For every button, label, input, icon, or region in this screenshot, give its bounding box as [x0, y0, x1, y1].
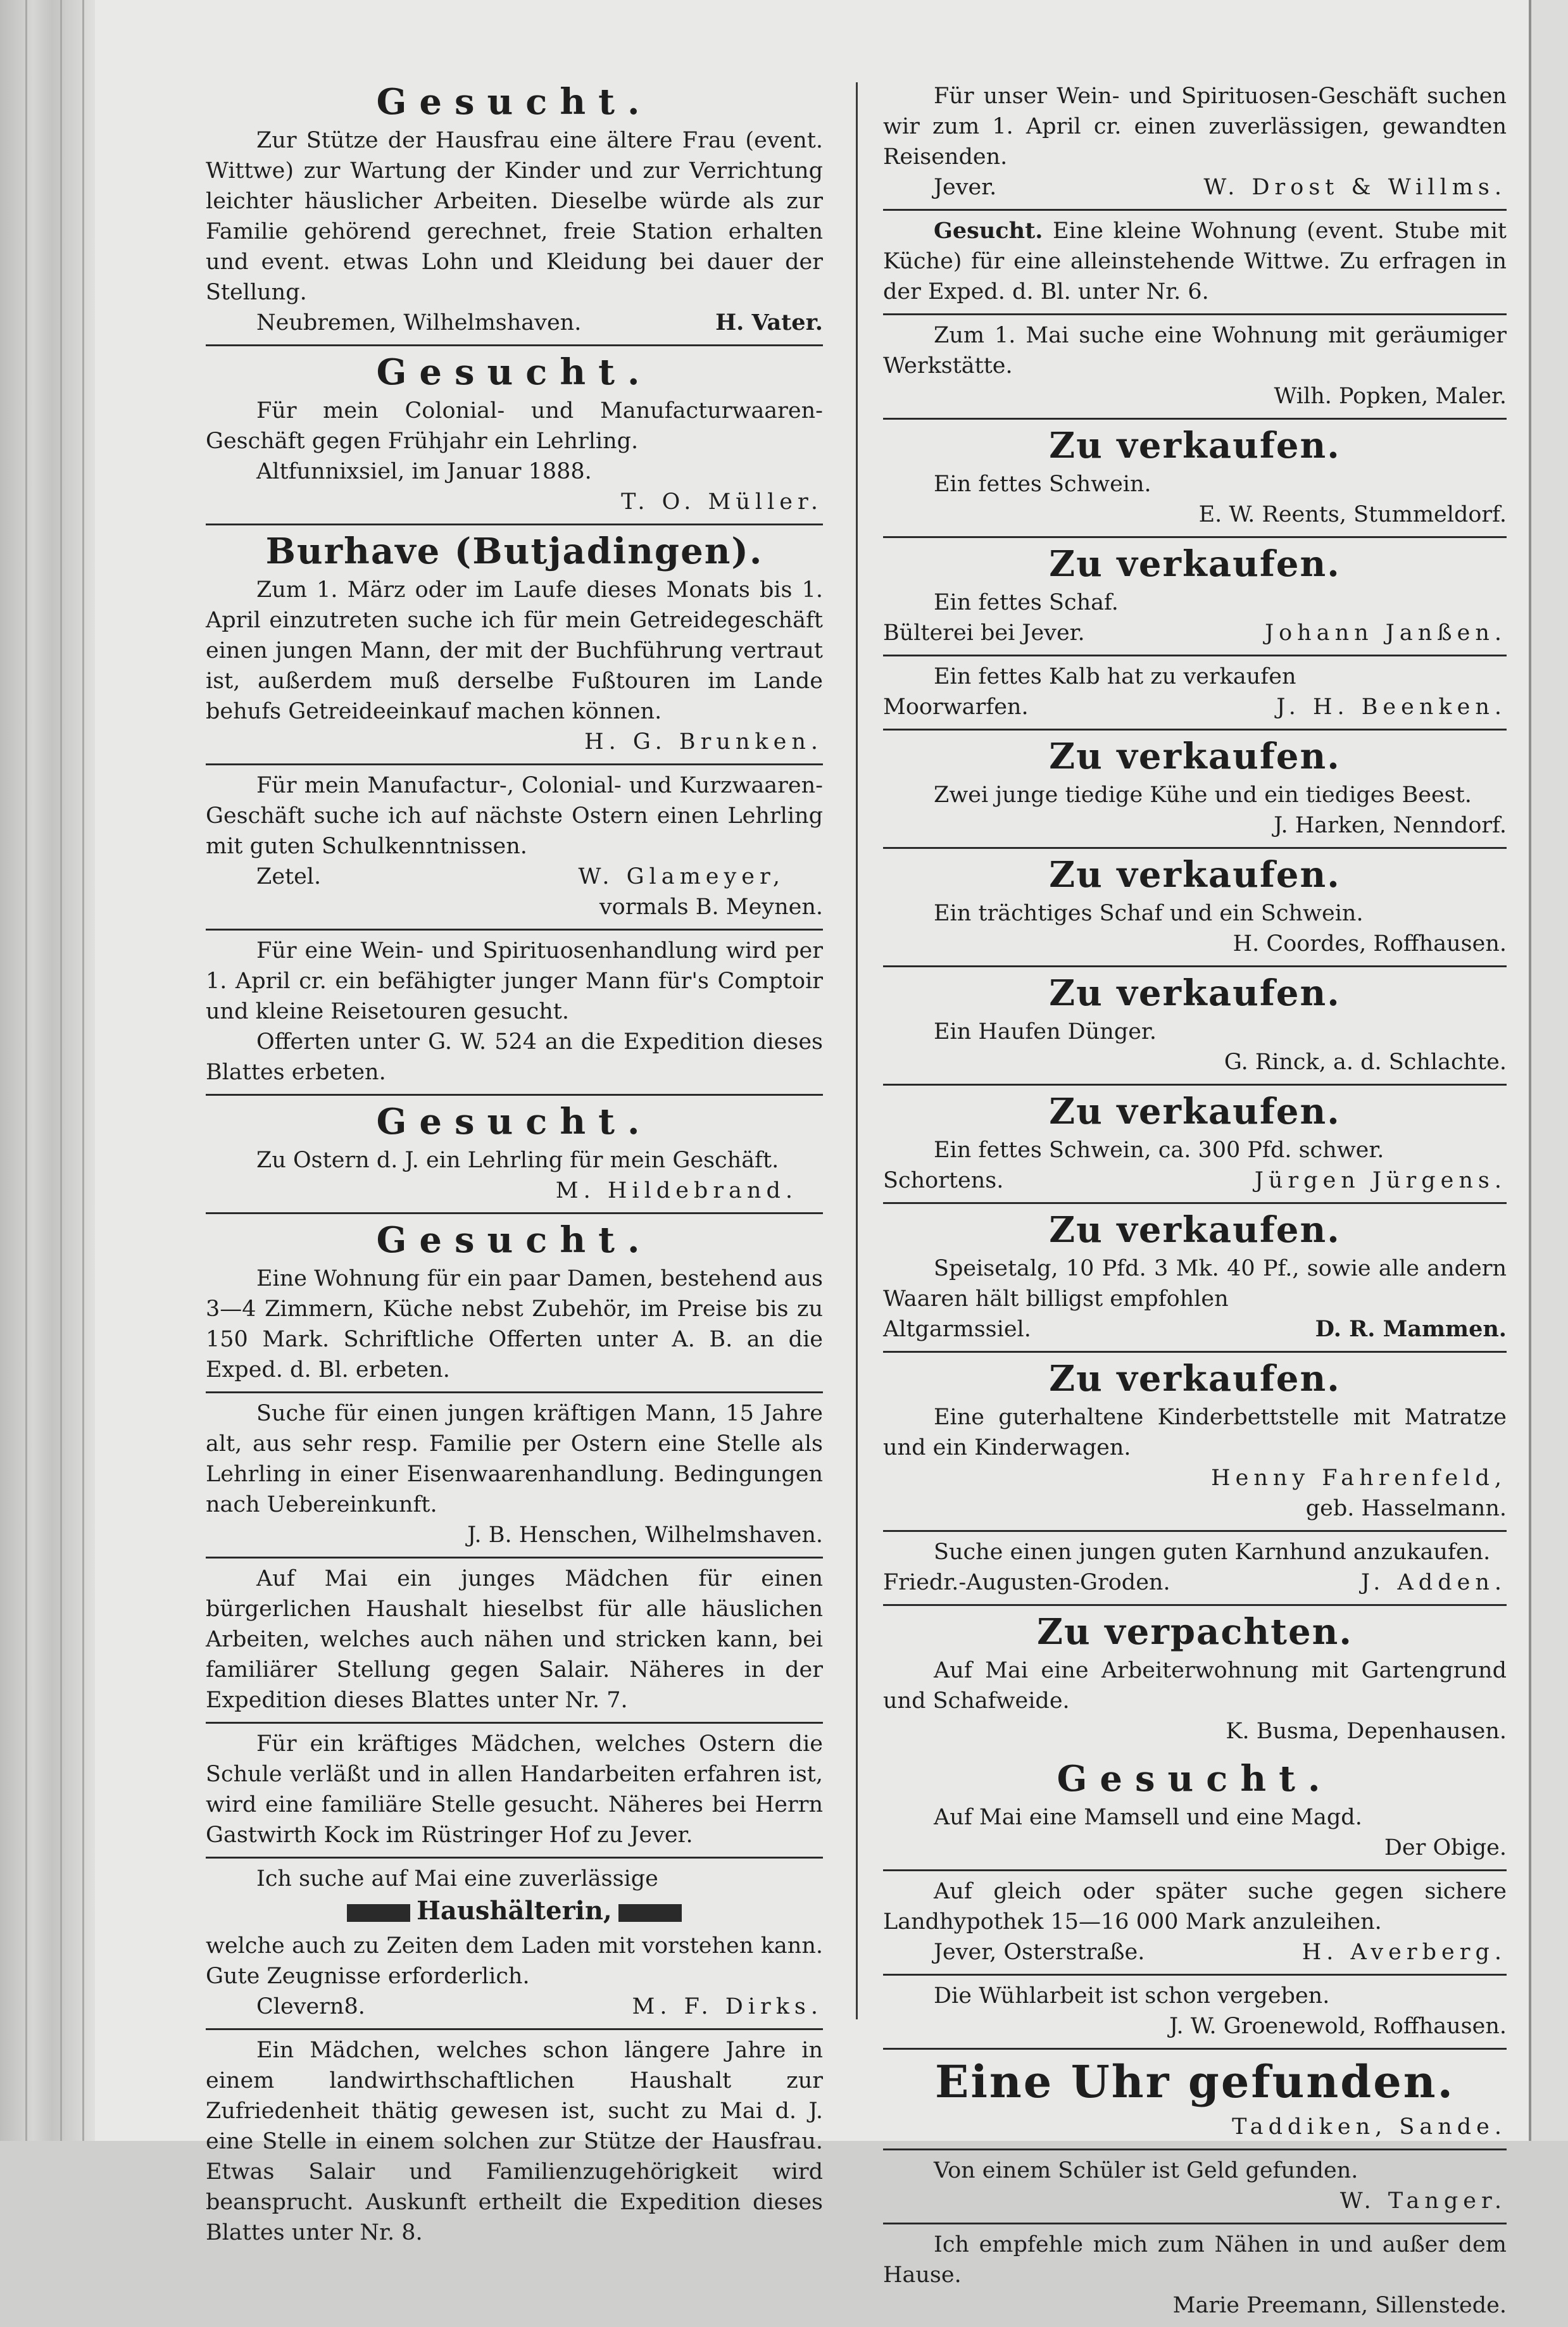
ad-heading: Zu verkaufen. [1049, 543, 1341, 585]
ad-signature [206, 1991, 823, 2022]
ad-text: Die Wühlarbeit ist schon vergeben. [934, 1983, 1330, 2009]
ad-manufactur [206, 765, 823, 931]
ad-advertiser: J. W. Groenewold, Roffhausen. [1169, 2014, 1507, 2039]
ad-advertiser: K. Busma, Depenhausen. [1226, 1719, 1507, 1744]
ad-signature [883, 2011, 1507, 2042]
ad-kraeftiges-maedchen [206, 1724, 823, 1859]
ad-wuehlarbeit [883, 1976, 1507, 2050]
ad-burhave [206, 525, 823, 765]
ad-text: Ein Haufen Dünger. [934, 1019, 1157, 1044]
page-edge-line [1529, 0, 1531, 2141]
ad-signature [883, 499, 1507, 530]
ad-advertiser-maiden: geb. Hasselmann. [1305, 1496, 1507, 1521]
ad-text: Eine guterhaltene Kinderbettstelle mit Matratze und ein Kinderwagen. [883, 1405, 1507, 1460]
ad-weinhandlung [206, 931, 823, 1096]
right-column [883, 76, 1507, 2327]
ad-verpachten [883, 1606, 1507, 1753]
ad-signature [206, 308, 823, 338]
ad-signature [883, 2186, 1507, 2216]
ad-text: Eine kleine Wohnung (event. Stube mit Küche) für eine alleinstehende Wittwe. Zu erfragen in der Exped. d. Bl. unter Nr. 6. [883, 218, 1507, 304]
ad-verkaufen-schaf [883, 538, 1507, 656]
ad-verkaufen-300pfd [883, 1086, 1507, 1204]
ad-landhypothek [883, 1871, 1507, 1976]
ad-verkaufen-traechtig [883, 849, 1507, 967]
ad-advertiser: J. Harken, Nenndorf. [1274, 813, 1507, 838]
ad-text: Von einem Schüler ist Geld gefunden. [934, 2158, 1358, 2183]
ad-text: Ein fettes Schwein, ca. 300 Pfd. schwer. [934, 1138, 1384, 1163]
ad-heading: Zu verkaufen. [1049, 1209, 1341, 1251]
ad-gesucht-lehrling [206, 346, 823, 525]
ad-eisenwaaren [206, 1393, 823, 1559]
ad-lead: Gesucht. [934, 218, 1043, 244]
ad-text: Zwei junge tiedige Kühe und ein tiediges Beest. [934, 782, 1472, 808]
ad-signature [206, 487, 823, 517]
column-divider [856, 82, 858, 2019]
ad-highlight [206, 1894, 823, 1928]
ad-text: Ein fettes Schwein. [934, 472, 1151, 497]
ad-signature [883, 1716, 1507, 1747]
ad-signature [883, 618, 1507, 648]
ad-text: Zur Stütze der Hausfrau eine ältere Frau (event. Wittwe) zur Wartung der Kinder und zur Verrichtung leichter häuslicher Arbeiten. Dieselbe würde als zur Familie gehörend gerechnet, freie Station erhalten und event. etwas Lohn und Kleidung bei dauer der Stellung. [206, 128, 823, 305]
ad-signature [206, 727, 823, 757]
ad-signature [883, 172, 1507, 203]
ad-place: Bülterei bei Jever. [883, 620, 1085, 646]
ad-advertiser: M. F. Dirks. [632, 1994, 823, 2019]
ad-heading: Gesucht. [376, 351, 653, 393]
ad-signature [883, 1047, 1507, 1077]
ad-place: Schortens. [883, 1168, 1004, 1193]
ad-place: Neubremen, Wilhelmshaven. [256, 310, 582, 336]
ad-place: Altgarmssiel. [883, 1317, 1031, 1342]
spine-line [82, 0, 84, 2141]
ad-advertiser: Wilh. Popken, Maler. [1274, 384, 1507, 409]
ad-verkaufen-duenger [883, 967, 1507, 1086]
ad-signature [206, 862, 823, 892]
ad-text-offer: Offerten unter G. W. 524 an die Expedition dieses Blattes erbeten. [206, 1029, 823, 1085]
ad-text: Auf Mai ein junges Mädchen für einen bürgerlichen Haushalt hieselbst für alle häuslichen Arbeiten, welches auch nähen und stricken kann, bei familiärer Stellung gegen Salair. Näheres in der Expedition dieses Blattes unter Nr. 7. [206, 1566, 823, 1713]
ornament-hand-icon [347, 1904, 410, 1922]
left-column [206, 76, 823, 2254]
ad-advertiser: H. G. Brunken. [584, 729, 823, 755]
ad-text: Ein trächtiges Schaf und ein Schwein. [934, 901, 1364, 926]
ad-advertiser: Jürgen Jürgens. [1254, 1168, 1507, 1193]
ad-highlight-word: Haushälterin, [417, 1896, 612, 1926]
ad-verkaufen-kinderbett [883, 1353, 1507, 1532]
ad-heading: Gesucht. [376, 1219, 653, 1261]
ad-advertiser: Henny Fahrenfeld, [1211, 1465, 1507, 1491]
ad-text: Ich suche auf Mai eine zuverlässige [256, 1866, 658, 1891]
ad-signature [883, 2290, 1507, 2321]
ad-heading: Zu verkaufen. [1049, 425, 1341, 467]
ad-heading: Zu verkaufen. [1049, 1091, 1341, 1132]
ad-advertiser: Taddiken, Sande. [1232, 2114, 1507, 2140]
ad-text: Für eine Wein- und Spirituosenhandlung wird per 1. April cr. ein befähigter junger Mann für's Comptoir und kleine Reisetouren gesucht. [206, 938, 823, 1024]
ad-heading: Gesucht. [376, 81, 653, 123]
ad-place: Moorwarfen. [883, 694, 1029, 720]
ad-text: Für unser Wein- und Spirituosen-Geschäft suchen wir zum 1. April cr. einen zuverlässigen, gewandten Reisenden. [883, 84, 1507, 170]
ad-uhr-gefunden [883, 2050, 1507, 2150]
ad-advertiser-former: vormals B. Meynen. [599, 894, 823, 920]
ad-text: Auf Mai eine Arbeiterwohnung mit Gartengrund und Schafweide. [883, 1658, 1507, 1714]
ad-advertiser: H. Averberg. [1301, 1940, 1507, 1965]
ad-kleine-wohnung [883, 211, 1507, 315]
ad-signature [883, 929, 1507, 959]
ad-advertiser: D. R. Mammen. [1315, 1316, 1507, 1342]
ad-advertiser: Der Obige. [1384, 1835, 1507, 1860]
ad-advertiser: G. Rinck, a. d. Schlachte. [1224, 1050, 1507, 1075]
ad-heading: Gesucht. [376, 1101, 653, 1143]
book-spine [0, 0, 95, 2141]
ad-signature [883, 692, 1507, 722]
ad-text: Speisetalg, 10 Pfd. 3 Mk. 40 Pf., sowie alle andern Waaren hält billigst empfohlen [883, 1256, 1507, 1312]
ad-text: Für ein kräftiges Mädchen, welches Ostern die Schule verläßt und in allen Handarbeiten erfahren ist, wird eine familiäre Stelle gesucht. Näheres bei Herrn Gastwirth Kock im Rüstringer Hof zu Jever. [206, 1731, 823, 1848]
ad-heading: Zu verkaufen. [1049, 854, 1341, 896]
ad-advertiser: J. Adden. [1360, 1570, 1507, 1595]
ad-advertiser: E. W. Reents, Stummeldorf. [1198, 502, 1507, 527]
ad-gesucht-wohnung [206, 1214, 823, 1393]
ad-advertiser: J. B. Henschen, Wilhelmshaven. [467, 1522, 823, 1548]
ad-signature-line2 [883, 1493, 1507, 1524]
ad-advertiser: Marie Preemann, Sillenstede. [1172, 2293, 1507, 2318]
ad-drost-willms [883, 76, 1507, 211]
ad-geld-gefunden [883, 2150, 1507, 2224]
ad-advertiser: T. O. Müller. [621, 489, 823, 515]
ad-signature [883, 2112, 1507, 2142]
ad-place: Jever. [934, 175, 997, 200]
ad-verkaufen-speisetalg [883, 1204, 1507, 1353]
ad-advertiser: Johann Janßen. [1265, 620, 1507, 646]
ad-heading: Zu verkaufen. [1049, 972, 1341, 1014]
ad-text: Ein Mädchen, welches schon längere Jahre in einem landwirthschaftlichen Haushalt zur Zufriedenheit thätig gewesen ist, sucht zu Mai d. J. eine Stelle in einem solchen zur Stütze der Hausfrau. Etwas Salair und Familienzugehörigkeit wird beansprucht. Auskunft ertheilt die Expedition dieses Blattes unter Nr. 8. [206, 2038, 823, 2245]
ad-dateline: Altfunnixsiel, im Januar 1888. [256, 459, 592, 484]
ad-text: Suche für einen jungen kräftigen Mann, 15 Jahre alt, aus sehr resp. Familie per Ostern eine Stelle als Lehrling in einer Eisenwaarenhandlung. Bedingungen nach Uebereinkunft. [206, 1401, 823, 1517]
ad-text: Ein fettes Kalb hat zu verkaufen [934, 664, 1296, 689]
ad-text: Suche einen jungen guten Karnhund anzukaufen. [934, 1540, 1491, 1565]
ad-advertiser: W. Drost & Willms. [1203, 175, 1507, 200]
ad-place: Jever, Osterstraße. [934, 1940, 1145, 1965]
ad-text: Zum 1. März oder im Laufe dieses Monats bis 1. April einzutreten suche ich für mein Getreidegeschäft einen jungen Mann, der mit der Buchführung vertraut ist, außerdem muß derselbe Fußtouren im Lande behufs Getreideeinkauf machen können. [206, 577, 823, 724]
ad-verkaufen-kuehe [883, 731, 1507, 849]
ad-haushaelterin [206, 1859, 823, 2030]
ad-advertiser: W. Tanger. [1339, 2188, 1507, 2214]
ad-text: Für mein Manufactur-, Colonial- und Kurzwaaren-Geschäft suche ich auf nächste Ostern einen Lehrling mit guten Schulkenntnissen. [206, 773, 823, 859]
ad-karnhund [883, 1532, 1507, 1606]
ad-signature [883, 1165, 1507, 1196]
ad-text: Auf gleich oder später suche gegen sichere Landhypothek 15—16 000 Mark anzuleihen. [883, 1879, 1507, 1935]
ad-heading: Burhave (Butjadingen). [265, 530, 763, 572]
ad-place: Friedr.-Augusten-Groden. [883, 1570, 1170, 1595]
ad-heading: Eine Uhr gefunden. [934, 2055, 1455, 2108]
ad-gesucht-mamsell [883, 1753, 1507, 1871]
ad-signature [883, 1937, 1507, 1967]
ad-text-continued: welche auch zu Zeiten dem Laden mit vorstehen kann. Gute Zeugnisse erforderlich. [206, 1933, 823, 1989]
spine-line [60, 0, 62, 2141]
ad-naehen [883, 2224, 1507, 2327]
ad-signature-line2 [206, 892, 823, 922]
ad-advertiser: W. Glameyer, [578, 864, 785, 889]
ad-landwirthschaft [206, 2030, 823, 2254]
ad-heading: Zu verkaufen. [1049, 1358, 1341, 1400]
page-edge [1530, 0, 1568, 2141]
ad-heading: Zu verkaufen. [1049, 736, 1341, 777]
ad-heading: Gesucht. [1057, 1758, 1333, 1800]
ad-place: Zetel. [256, 864, 322, 889]
ad-advertiser: M. Hildebrand. [555, 1178, 798, 1203]
ad-place: Clevern8. [256, 1994, 365, 2019]
ornament-hand-icon [618, 1904, 682, 1922]
ad-text: Ein fettes Schaf. [934, 590, 1119, 615]
ad-text: Zu Ostern d. J. ein Lehrling für mein Geschäft. [256, 1148, 779, 1173]
ad-text: Auf Mai eine Mamsell und eine Magd. [934, 1805, 1362, 1830]
ad-signature [883, 381, 1507, 411]
ad-text: Für mein Colonial- und Manufacturwaaren-Geschäft gegen Frühjahr ein Lehrling. [206, 398, 823, 454]
ad-fettes-kalb [883, 656, 1507, 731]
ad-signature [883, 1463, 1507, 1493]
ad-gesucht-ostern [206, 1096, 823, 1214]
ad-signature [883, 1314, 1507, 1345]
ad-gesucht-stuetze [206, 76, 823, 346]
ad-advertiser: J. H. Beenken. [1276, 694, 1507, 720]
ad-advertiser: H. Vater. [715, 310, 823, 336]
ad-text: Zum 1. Mai suche eine Wohnung mit geräumiger Werkstätte. [883, 323, 1507, 379]
ad-signature [883, 1833, 1507, 1863]
ad-text: Eine Wohnung für ein paar Damen, bestehend aus 3—4 Zimmern, Küche nebst Zubehör, im Preise bis zu 150 Mark. Schriftliche Offerten unter A. B. an die Exped. d. Bl. erbeten. [206, 1266, 823, 1383]
ad-signature [883, 1567, 1507, 1598]
ad-verkaufen-schwein [883, 420, 1507, 538]
ad-text: Ich empfehle mich zum Nähen in und außer dem Hause. [883, 2232, 1507, 2288]
ad-signature [883, 810, 1507, 841]
ad-heading: Zu verpachten. [1037, 1611, 1353, 1653]
ad-signature [206, 1520, 823, 1550]
ad-signature [206, 1176, 823, 1206]
ad-werkstaette [883, 315, 1507, 420]
ad-advertiser: H. Coordes, Roffhausen. [1232, 931, 1507, 957]
ad-maedchen-mai [206, 1559, 823, 1724]
spine-line [25, 0, 27, 2141]
